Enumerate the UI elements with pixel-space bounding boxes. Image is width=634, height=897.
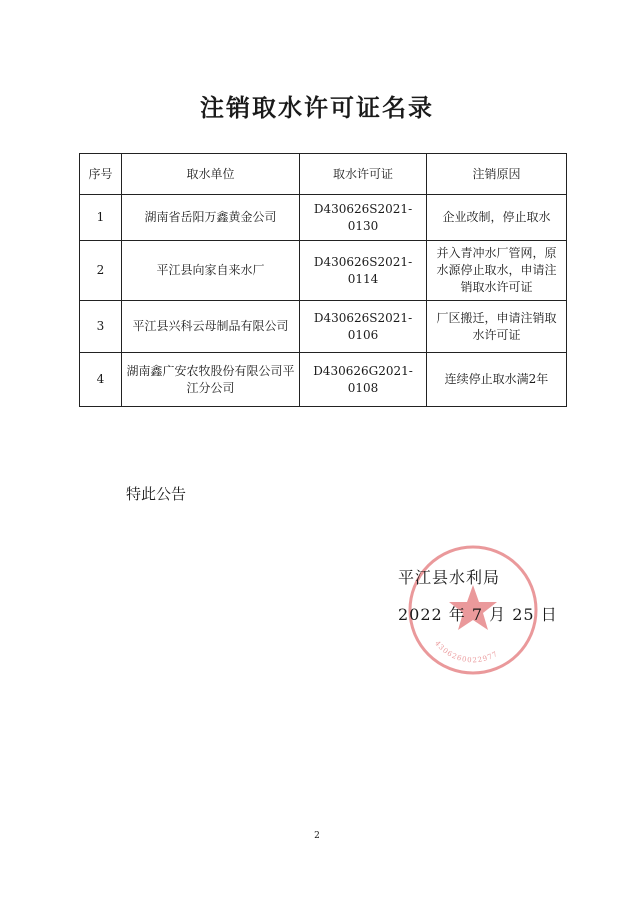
seal-number: 4306260022977 — [433, 639, 500, 665]
page-number: 2 — [314, 831, 320, 841]
table-row — [80, 241, 567, 301]
notice-text: 特此公告 — [126, 485, 187, 503]
permit-table — [79, 153, 567, 407]
signature-date: 2022 年 7 月 25 日 — [398, 605, 558, 624]
cell-unit: 湖南鑫广安农牧股份有限公司平江分公司 — [122, 353, 300, 407]
cell-reason: 并入青冲水厂管网，原水源停止取水，申请注销取水许可证 — [427, 241, 567, 301]
cell-no: 1 — [80, 195, 122, 241]
cell-no: 2 — [80, 241, 122, 301]
table-row — [80, 195, 567, 241]
signature-bureau: 平江县水利局 — [398, 568, 501, 587]
cell-permit: D430626S2021-0130 — [300, 195, 427, 241]
cell-reason: 厂区搬迁，申请注销取水许可证 — [427, 301, 567, 353]
table-row — [80, 353, 567, 407]
cell-no: 4 — [80, 353, 122, 407]
table-header-row — [80, 154, 567, 195]
cell-permit: D430626S2021-0106 — [300, 301, 427, 353]
cell-permit: D430626G2021-0108 — [300, 353, 427, 407]
header-permit: 取水许可证 — [300, 154, 427, 195]
cell-reason: 企业改制，停止取水 — [427, 195, 567, 241]
header-unit: 取水单位 — [122, 154, 300, 195]
header-no: 序号 — [80, 154, 122, 195]
table-row — [80, 301, 567, 353]
header-reason: 注销原因 — [427, 154, 567, 195]
cell-unit: 平江县向家自来水厂 — [122, 241, 300, 301]
cell-unit: 湖南省岳阳万鑫黄金公司 — [122, 195, 300, 241]
page-title: 注销取水许可证名录 — [200, 94, 434, 122]
cell-permit: D430626S2021-0114 — [300, 241, 427, 301]
cell-reason: 连续停止取水满2年 — [427, 353, 567, 407]
cell-unit: 平江县兴科云母制品有限公司 — [122, 301, 300, 353]
cell-no: 3 — [80, 301, 122, 353]
